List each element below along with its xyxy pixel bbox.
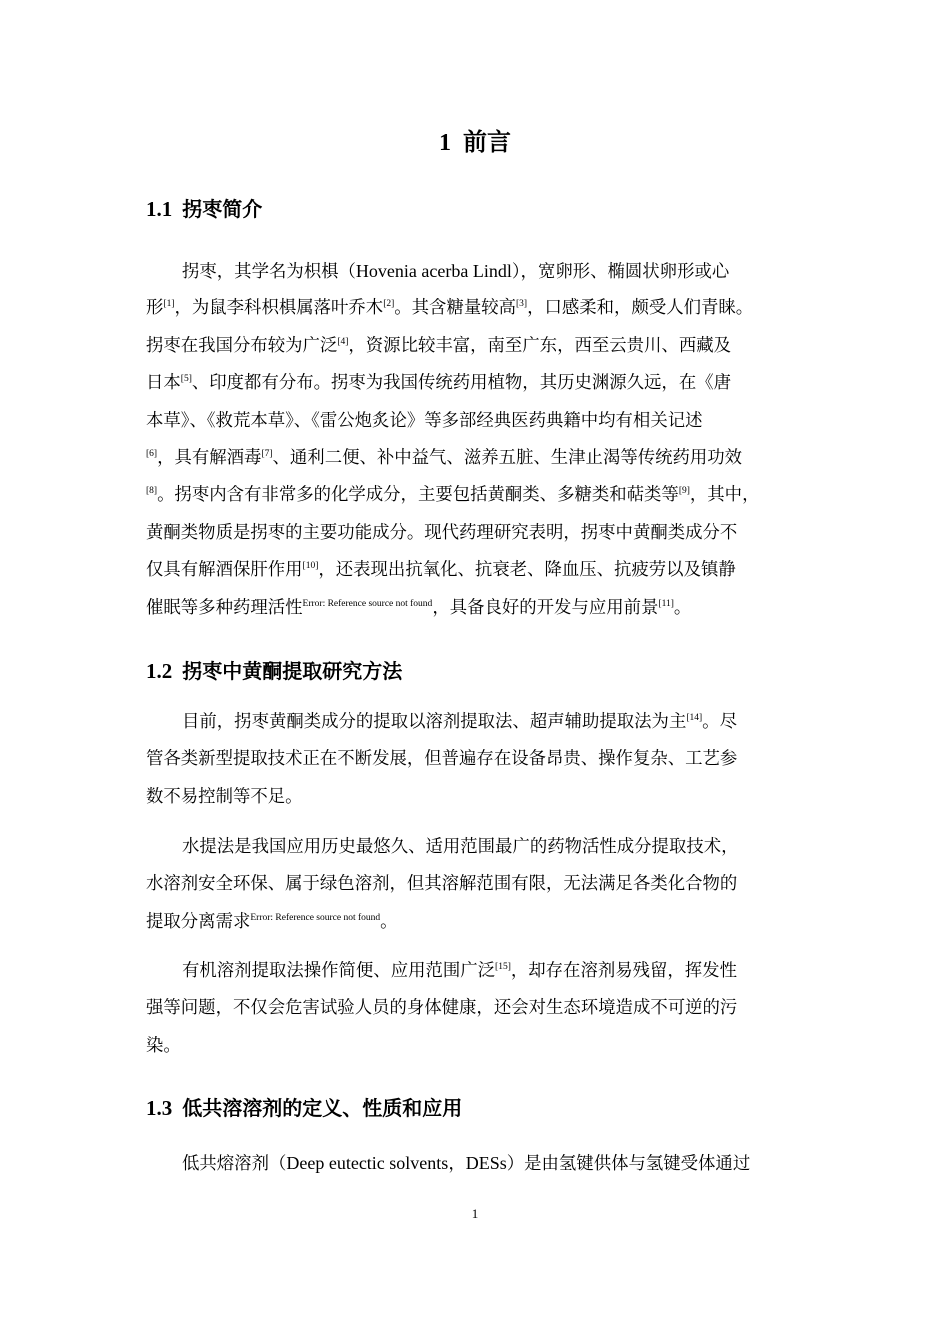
section-heading-1-1 [146, 194, 262, 224]
paragraph-methods [146, 704, 826, 816]
citation: [4] [337, 336, 349, 347]
text-line: 提取分离需求$^{Error: Reference source not found}$。 [146, 911, 398, 932]
text-line: [8]。拐枣内含有非常多的化学成分，主要包括黄酮类、多糖类和萜类等[9]，其中， [146, 485, 760, 506]
text-line: 拐枣在我国分布较为广泛[4]，资源比较丰富，南至广东，西至云贵川、西藏及 [146, 335, 731, 356]
citation: [3] [516, 299, 528, 310]
paragraph-des-definition [146, 1145, 826, 1182]
text-line: 有机溶剂提取法操作简便、应用范围广泛[15]，却存在溶剂易残留，挥发性 [182, 961, 737, 981]
section-number: 1.1 [146, 197, 173, 221]
text-line: 数不易控制等不足。 [146, 786, 303, 807]
chapter-title-text: 前言 [463, 128, 511, 156]
citation: [2] [383, 299, 395, 310]
text-line: 黄酮类物质是拐枣的主要功能成分。现代药理研究表明，拐枣中黄酮类成分不 [146, 522, 738, 543]
section-heading-1-2 [146, 656, 402, 686]
citation: [14] [686, 713, 703, 723]
citation: [1] [163, 299, 175, 310]
reference-error: Error: Reference source not found [302, 598, 433, 609]
chapter-title [0, 124, 950, 161]
paragraph-intro [146, 253, 826, 627]
citation: [10] [302, 561, 319, 572]
text-line: 拐枣，其学名为枳椇（Hovenia acerba Lindl），宽卵形、椭圆状卵形或心 [182, 261, 730, 282]
paragraph-organic-extraction [146, 953, 826, 1065]
text-line: 仅具有解酒保肝作用[10]，还表现出抗氧化、抗衰老、降血压、抗疲劳以及镇静 [146, 560, 736, 581]
text-line: 强等问题，不仅会危害试验人员的身体健康，还会对生态环境造成不可逆的污 [146, 998, 738, 1019]
text-line: 本草》、《救荒本草》、《雷公炮炙论》等多部经典医药典籍中均有相关记述 [146, 410, 703, 431]
section-number: 1.3 [146, 1096, 173, 1120]
text-line: 管各类新型提取技术正在不断发展，但普遍存在设备昂贵、操作复杂、工艺参 [146, 749, 738, 770]
text-line: 水溶剂安全环保、属于绿色溶剂，但其溶解范围有限，无法满足各类化合物的 [146, 874, 738, 895]
text-line: 形[1]，为鼠李科枳椇属落叶乔木[2]。其含糖量较高[3]，口感柔和，颇受人们青睐。 [146, 298, 754, 319]
citation: [5] [180, 374, 192, 385]
paragraph-water-extraction [146, 829, 826, 941]
citation: [11] [658, 598, 674, 609]
text-line: 水提法是我国应用历史最悠久、适用范围最广的药物活性成分提取技术， [182, 837, 739, 857]
text-line: 催眠等多种药理活性$^{Error: Reference source not found}$，具备良好的开发与应用前景[11]。 [146, 597, 692, 618]
section-heading-1-3 [146, 1093, 462, 1123]
section-title-text: 拐枣简介 [182, 197, 263, 221]
section-number: 1.2 [146, 659, 173, 683]
citation: [6] [146, 448, 158, 459]
text-line: 染。 [146, 1035, 181, 1056]
text-line: 日本[5]、印度都有分布。拐枣为我国传统药用植物，其历史渊源久远，在《唐 [146, 373, 731, 394]
section-title-text: 低共溶溶剂的定义、性质和应用 [182, 1096, 463, 1120]
citation: [9] [678, 486, 690, 497]
text-line: 目前，拐枣黄酮类成分的提取以溶剂提取法、超声辅助提取法为主[14]。尽 [182, 712, 737, 732]
text-line: 低共熔溶剂（Deep eutectic solvents，DESs）是由氢键供体与氢键受体通过 [182, 1153, 751, 1174]
reference-error: Error: Reference source not found [250, 912, 381, 923]
page-number: 1 [471, 1206, 479, 1221]
text-line: [6]，具有解酒毒[7]、通利二便、补中益气、滋养五脏、生津止渴等传统药用功效 [146, 447, 743, 468]
citation: [7] [261, 448, 273, 459]
citation: [8] [146, 486, 158, 497]
section-title-text: 拐枣中黄酮提取研究方法 [182, 659, 403, 683]
citation: [15] [495, 962, 511, 972]
chapter-number: 1 [439, 130, 451, 156]
